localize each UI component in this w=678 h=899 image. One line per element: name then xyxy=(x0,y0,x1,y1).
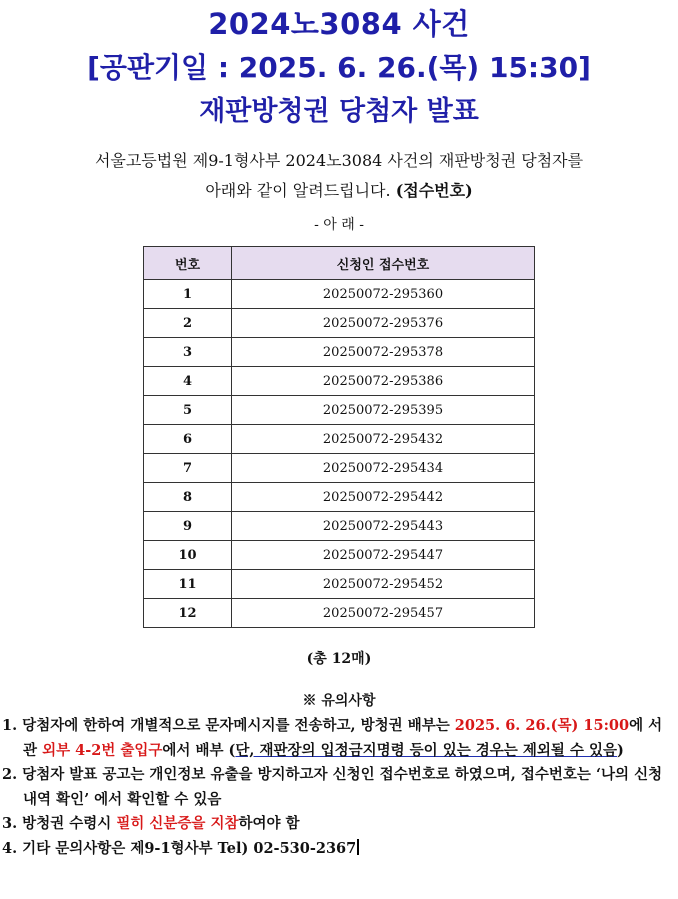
row-number: 8 xyxy=(144,483,232,512)
exception-note: 단, 재판장의 입정금지명령 등이 있는 경우는 제외될 수 있음 xyxy=(235,741,618,759)
row-receipt-number: 20250072-295443 xyxy=(232,512,535,541)
table-row xyxy=(144,570,535,599)
table-row xyxy=(144,425,535,454)
row-receipt-number: 20250072-295434 xyxy=(232,454,535,483)
header-receipt-number: 신청인 접수번호 xyxy=(232,247,535,280)
row-receipt-number: 20250072-295452 xyxy=(232,570,535,599)
note-item-3: 3. 방청권 수령시 필히 신분증을 지참하여야 함 xyxy=(2,815,300,832)
table-row xyxy=(144,541,535,570)
text-cursor xyxy=(357,839,359,855)
row-receipt-number: 20250072-295457 xyxy=(232,599,535,628)
subheading: - 아 래 - xyxy=(314,217,364,233)
row-receipt-number: 20250072-295447 xyxy=(232,541,535,570)
notes-heading: ※ 유의사항 xyxy=(302,693,376,709)
row-number: 4 xyxy=(144,367,232,396)
table-row xyxy=(144,309,535,338)
table-row xyxy=(144,367,535,396)
total-count: (총 12매) xyxy=(306,651,372,667)
intro-bold-note: (접수번호) xyxy=(395,181,473,200)
table-row xyxy=(144,512,535,541)
row-receipt-number: 20250072-295378 xyxy=(232,338,535,367)
case-title: 2024노3084 사건 xyxy=(208,7,470,41)
row-receipt-number: 20250072-295386 xyxy=(232,367,535,396)
row-number: 10 xyxy=(144,541,232,570)
table-row xyxy=(144,483,535,512)
row-number: 7 xyxy=(144,454,232,483)
row-number: 5 xyxy=(144,396,232,425)
row-receipt-number: 20250072-295376 xyxy=(232,309,535,338)
intro-line-2: 아래와 같이 알려드립니다. (접수번호) xyxy=(205,181,473,200)
row-receipt-number: 20250072-295360 xyxy=(232,280,535,309)
row-number: 2 xyxy=(144,309,232,338)
table-body xyxy=(144,280,535,628)
row-number: 6 xyxy=(144,425,232,454)
row-number: 12 xyxy=(144,599,232,628)
row-number: 11 xyxy=(144,570,232,599)
row-number: 3 xyxy=(144,338,232,367)
header-number: 번호 xyxy=(144,247,232,280)
hearing-date-title: [공판기일 : 2025. 6. 26.(목) 15:30] xyxy=(87,51,591,84)
table-row xyxy=(144,396,535,425)
note-item-1: 1. 당첨자에 한하여 개별적으로 문자메시지를 전송하고, 방청권 배부는 2025. 6. 26.(목) 15:00에 서관 외부 4-2번 출입구에서 배부 (단, 재판장의 입정금지명령 등이 있는 경우는 제외될 수 있음) xyxy=(2,717,663,759)
id-required-note: 필히 신분증을 지참 xyxy=(116,815,239,832)
notes-list xyxy=(2,714,672,861)
row-number: 1 xyxy=(144,280,232,309)
note-item-4: 4. 기타 문의사항은 제9-1형사부 Tel) 02-530-2367 xyxy=(2,837,672,862)
table-header-row xyxy=(144,247,535,280)
intro-line-1: 서울고등법원 제9-1형사부 2024노3084 사건의 재판방청권 당첨자를 xyxy=(94,151,584,170)
row-number: 9 xyxy=(144,512,232,541)
row-receipt-number: 20250072-295395 xyxy=(232,396,535,425)
distribution-time: 2025. 6. 26.(목) 15:00 xyxy=(454,717,630,734)
row-receipt-number: 20250072-295432 xyxy=(232,425,535,454)
distribution-location: 외부 4-2번 출입구 xyxy=(42,741,163,759)
table-row xyxy=(144,280,535,309)
table-row xyxy=(144,454,535,483)
title-block xyxy=(0,2,678,134)
table-row xyxy=(144,338,535,367)
intro-paragraph xyxy=(0,146,678,206)
announcement-title: 재판방청권 당첨자 발표 xyxy=(199,96,479,127)
table-row xyxy=(144,599,535,628)
note-item-2: 2. 당첨자 발표 공고는 개인정보 유출을 방지하고자 신청인 접수번호로 하였으며, 접수번호는 ‘나의 신청 내역 확인’ 에서 확인할 수 있음 xyxy=(2,766,663,808)
winners-table xyxy=(143,246,535,628)
row-receipt-number: 20250072-295442 xyxy=(232,483,535,512)
